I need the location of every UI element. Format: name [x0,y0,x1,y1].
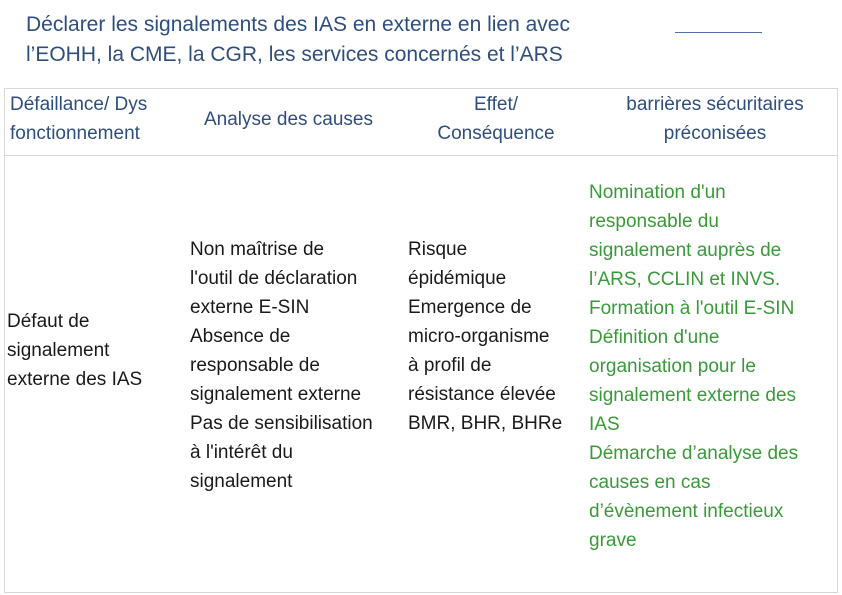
barriers-line: Nomination d'un [589,182,726,203]
causes-line: responsable de [190,355,320,376]
dysfunction-line: externe des IAS [7,369,143,390]
header-dysfunction [10,90,147,148]
causes-line: signalement externe [190,384,362,405]
barriers-line: causes en cas [589,472,711,493]
effect-cell [408,235,562,438]
slide-title-line-2: l’EOHH, la CME, la CGR, les services concernés et l’ARS [26,43,563,66]
dysfunction-line: Défaut de [7,311,90,332]
causes-line: Non maîtrise de [190,239,325,260]
causes-line: à l'intérêt du [190,442,293,463]
header-divider [4,155,838,156]
title-underline [675,32,762,33]
barriers-line: organisation pour le [589,356,756,377]
barriers-line: d’évènement infectieux [589,501,784,522]
header-causes-line: Analyse des causes [204,109,373,130]
effect-line: à profil de [408,355,492,376]
header-dysfunction-line: fonctionnement [10,123,140,144]
barriers-line: Définition d'une [589,327,720,348]
header-effect-line: Conséquence [437,123,555,144]
causes-line: signalement [190,471,293,492]
causes-line: externe E-SIN [190,297,310,318]
barriers-line: responsable du [589,211,719,232]
header-effect-line: Effet/ [473,94,518,115]
barriers-line: grave [589,530,637,551]
header-barriers-line: barrières sécuritaires [626,94,804,115]
effect-line: BMR, BHR, BHRe [408,413,563,434]
header-barriers-line: préconisées [663,123,767,144]
effect-line: micro-organisme [408,326,550,347]
header-barriers [598,90,832,148]
causes-cell [190,235,373,496]
slide-title-line-1: Déclarer les signalements des IAS en externe en lien avec [26,13,570,36]
causes-line: Pas de sensibilisation [190,413,373,434]
dysfunction-cell [7,307,142,394]
causes-line: Absence de [190,326,291,347]
barriers-line: l’ARS, CCLIN et INVS. [589,269,781,290]
barriers-line: Formation à l'outil E-SIN [589,298,795,319]
barriers-line: IAS [589,414,620,435]
dysfunction-line: signalement [7,340,110,361]
effect-line: Emergence de [408,297,532,318]
effect-line: résistance élevée [408,384,556,405]
header-causes [204,105,373,134]
barriers-line: signalement externe des [589,385,797,406]
causes-line: l'outil de déclaration [190,268,358,289]
effect-line: Risque [408,239,468,260]
header-effect [422,90,570,148]
effect-line: épidémique [408,268,507,289]
barriers-cell [589,178,798,555]
slide-title [26,10,786,70]
header-dysfunction-line: Défaillance/ Dys [10,94,148,115]
barriers-line: signalement auprès de [589,240,782,261]
barriers-line: Démarche d’analyse des [589,443,799,464]
